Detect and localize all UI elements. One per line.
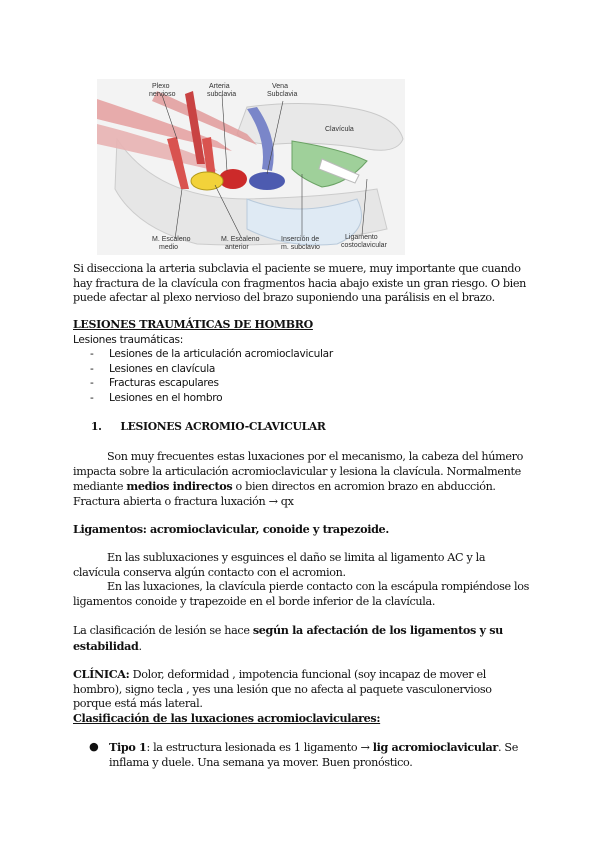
- label-plexo: Plexo: [152, 83, 170, 90]
- label-escaleno-medio: M. Escaleno: [152, 236, 191, 243]
- anatomy-illustration: [97, 79, 405, 255]
- intro-paragraph: [73, 262, 533, 306]
- lesiones-list: [73, 347, 533, 405]
- paragraph-clinica: [73, 667, 533, 712]
- tipo1-item: [73, 740, 533, 770]
- tipo1-label: Tipo 1: [109, 740, 147, 754]
- subsection-number: 1.: [91, 420, 102, 433]
- p1-text-a: Son muy frecuentes estas luxaciones por el mecanismo, la cabeza del húmero impacta sobre la articulación acromioclavicular y lesiona la clavícula. Normalmente mediante: [73, 450, 524, 493]
- paragraph-mecanismo: [73, 450, 533, 509]
- p1-bold: medios indirectos: [126, 479, 233, 493]
- ligamentos-text: Ligamentos: acromioclavicular, conoide y trapezoide.: [73, 522, 389, 536]
- list-item: - Lesiones en el hombro: [73, 391, 533, 406]
- label-vena: Vena: [272, 83, 288, 90]
- lesiones-block: [73, 318, 533, 405]
- ligamentos-line: [73, 522, 533, 537]
- section-title: LESIONES TRAUMÁTICAS DE HOMBRO: [73, 318, 313, 331]
- tipo1-text-a: : la estructura lesionada es 1 ligamento →: [146, 741, 373, 754]
- clasificacion-title: Clasificación de las luxaciones acromioclaviculares:: [73, 711, 381, 725]
- p5-text-a: La clasificación de lesión se hace: [73, 624, 253, 637]
- p3-text: En las subluxaciones y esguinces el daño se limita al ligamento AC y la clavícula conserva algún contacto con el acromion.: [73, 551, 486, 579]
- clasificacion-heading: [73, 711, 533, 726]
- p5-bold: según la afectación de los ligamentos y su estabilidad: [73, 623, 503, 653]
- tipo1-bold: lig acromioclavicular: [372, 740, 498, 754]
- clinica-label: CLÍNICA:: [73, 667, 130, 681]
- label-escaleno-medio-2: medio: [159, 244, 179, 251]
- label-escaleno-anterior-2: anterior: [225, 244, 249, 251]
- clinica-text: Dolor, deformidad , impotencia funcional (soy incapaz de mover el hombro), signo tecla , yes una lesión que no afecta al paquete vasculonervioso porque está más lateral.: [73, 668, 492, 710]
- label-escaleno-anterior: M. Escaleno: [221, 236, 260, 243]
- list-item: - Lesiones en clavícula: [73, 362, 533, 377]
- subsection-title: LESIONES ACROMIO-CLAVICULAR: [120, 420, 326, 433]
- subsection-heading: [73, 420, 533, 435]
- bullet-icon: ●: [89, 740, 99, 753]
- p1-text-c: o bien directos en acromion brazo en abducción.: [232, 480, 496, 493]
- intro-text: Si disecciona la arteria subclavia el paciente se muere, muy importante que cuando hay fractura de la clavícula con fragmentos hacia abajo existe un gran riesgo. O bien puede afectar al plexo nervioso del brazo suponiendo una parálisis en el brazo.: [73, 262, 527, 304]
- tipo1-text-c: . Se inflama y duele. Una semana ya mover. Buen pronóstico.: [109, 741, 518, 769]
- paragraph-luxaciones: [73, 551, 533, 609]
- label-plexo-2: nervioso: [149, 91, 176, 98]
- list-item: - Lesiones de la articulación acromioclavicular: [73, 347, 533, 362]
- label-insercion-2: m. subclavio: [281, 244, 320, 251]
- label-clavicula: Clavícula: [325, 126, 354, 133]
- list-item: - Fracturas escapulares: [73, 376, 533, 391]
- paragraph-clasificacion: [73, 623, 533, 654]
- p5-text-c: .: [138, 639, 142, 653]
- p4-text: En las luxaciones, la clavícula pierde contacto con la escápula rompiéndose los ligamentos conoide y trapezoide en el borde inferior de la clavícula.: [73, 580, 529, 608]
- label-vena-2: Subclavia: [267, 91, 298, 98]
- lesiones-label: Lesiones traumáticas:: [73, 333, 184, 346]
- label-ligamento: Ligamento: [345, 234, 378, 241]
- label-arteria-2: subclavia: [207, 91, 237, 98]
- label-arteria: Arteria: [209, 83, 230, 90]
- p2-text: Fractura abierta o fractura luxación → qx: [73, 494, 294, 508]
- label-insercion: Inserción de: [281, 236, 320, 243]
- label-ligamento-2: costoclavicular: [341, 242, 387, 249]
